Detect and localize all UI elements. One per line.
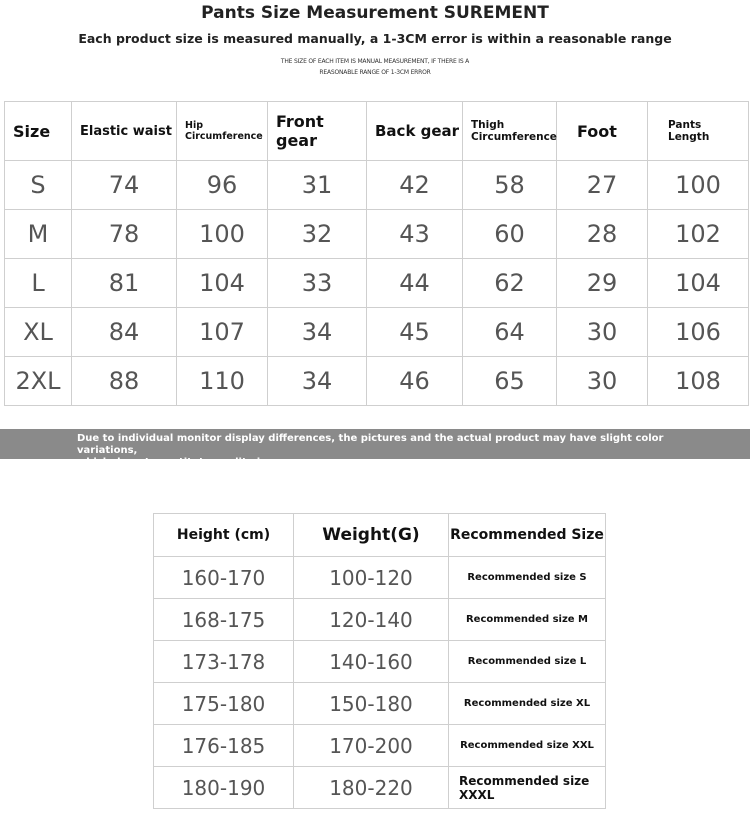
table-row <box>5 259 749 308</box>
table-row <box>154 641 606 683</box>
header-hip-line1: Hip <box>185 120 204 131</box>
cell-foot: 28 <box>557 210 648 259</box>
cell-hip: 100 <box>177 210 268 259</box>
header-hip-line2: Circumference <box>185 131 263 142</box>
cell-thigh: 60 <box>463 210 557 259</box>
table-row <box>5 308 749 357</box>
cell-thigh: 62 <box>463 259 557 308</box>
cell-hip: 104 <box>177 259 268 308</box>
cell-hip: 96 <box>177 161 268 210</box>
cell-foot: 27 <box>557 161 648 210</box>
header-thigh-line1: Thigh <box>471 119 505 131</box>
table-row <box>154 683 606 725</box>
disclaimer-banner <box>0 429 750 468</box>
cell-weight: 140-160 <box>294 641 449 683</box>
cell-height: 180-190 <box>154 767 294 809</box>
cell-recommended <box>449 767 606 809</box>
cell-size: M <box>5 210 72 259</box>
cell-size: S <box>5 161 72 210</box>
cell-size: L <box>5 259 72 308</box>
cell-front-gear: 32 <box>268 210 367 259</box>
cell-hip: 110 <box>177 357 268 406</box>
cell-elastic-waist: 81 <box>72 259 177 308</box>
disclaimer-text <box>77 433 677 469</box>
recommended-line-1: Recommended size <box>459 773 590 788</box>
cell-pants-length: 100 <box>648 161 749 210</box>
cell-elastic-waist: 88 <box>72 357 177 406</box>
header-thigh-circumference <box>463 102 557 161</box>
cell-pants-length: 104 <box>648 259 749 308</box>
cell-pants-length: 106 <box>648 308 749 357</box>
table-row <box>154 557 606 599</box>
header-hip-circumference <box>177 102 268 161</box>
cell-size: XL <box>5 308 72 357</box>
cell-elastic-waist: 74 <box>72 161 177 210</box>
cell-back-gear: 44 <box>367 259 463 308</box>
cell-front-gear: 34 <box>268 308 367 357</box>
header-foot: Foot <box>557 102 648 161</box>
cell-weight: 180-220 <box>294 767 449 809</box>
header-size: Size <box>5 102 72 161</box>
cell-recommended: Recommended size M <box>449 599 606 641</box>
cell-foot: 29 <box>557 259 648 308</box>
header-recommended-size: Recommended Size <box>449 514 606 557</box>
cell-thigh: 65 <box>463 357 557 406</box>
cell-weight: 100-120 <box>294 557 449 599</box>
header-back-gear: Back gear <box>367 102 463 161</box>
cell-recommended: Recommended size S <box>449 557 606 599</box>
table-row <box>5 161 749 210</box>
header-pants-length <box>648 102 749 161</box>
cell-pants-length: 102 <box>648 210 749 259</box>
cell-back-gear: 45 <box>367 308 463 357</box>
header-thigh-line2: Circumference <box>471 131 557 143</box>
cell-back-gear: 42 <box>367 161 463 210</box>
size-chart-table <box>4 101 749 406</box>
table-row <box>5 357 749 406</box>
cell-weight: 120-140 <box>294 599 449 641</box>
disclaimer-line-2: which do not constitute quality issues. <box>77 457 296 468</box>
recommend-header-row <box>154 514 606 557</box>
page-title: Pants Size Measurement SUREMENT <box>201 3 549 23</box>
table-row <box>5 210 749 259</box>
cell-foot: 30 <box>557 357 648 406</box>
header-weight: Weight(G) <box>294 514 449 557</box>
cell-height: 168-175 <box>154 599 294 641</box>
note-line-1: THE SIZE OF EACH ITEM IS MANUAL MEASUREMENT, IF THERE IS A <box>280 58 470 65</box>
note-line-2: REASONABLE RANGE OF 1-3CM ERROR <box>319 69 431 76</box>
measurement-note <box>270 56 480 78</box>
cell-weight: 150-180 <box>294 683 449 725</box>
cell-front-gear: 34 <box>268 357 367 406</box>
cell-thigh: 58 <box>463 161 557 210</box>
cell-height: 173-178 <box>154 641 294 683</box>
cell-thigh: 64 <box>463 308 557 357</box>
header-pants-line1: Pants <box>668 119 702 131</box>
cell-pants-length: 108 <box>648 357 749 406</box>
disclaimer-line-1: Due to individual monitor display differences, the pictures and the actual product may have slight color variations, <box>77 433 664 456</box>
cell-recommended: Recommended size XL <box>449 683 606 725</box>
cell-height: 160-170 <box>154 557 294 599</box>
table-row <box>154 767 606 809</box>
header-front-gear: Front gear <box>268 102 367 161</box>
table-row <box>154 725 606 767</box>
cell-back-gear: 43 <box>367 210 463 259</box>
header-pants-line2: Length <box>668 131 710 143</box>
cell-foot: 30 <box>557 308 648 357</box>
cell-height: 175-180 <box>154 683 294 725</box>
cell-front-gear: 31 <box>268 161 367 210</box>
recommendation-table <box>153 513 606 809</box>
cell-recommended: Recommended size L <box>449 641 606 683</box>
cell-back-gear: 46 <box>367 357 463 406</box>
cell-height: 176-185 <box>154 725 294 767</box>
cell-elastic-waist: 78 <box>72 210 177 259</box>
size-header-row <box>5 102 749 161</box>
cell-front-gear: 33 <box>268 259 367 308</box>
header-height: Height (cm) <box>154 514 294 557</box>
header-elastic-waist: Elastic waist <box>72 102 177 161</box>
page-subtitle: Each product size is measured manually, a 1-3CM error is within a reasonable range <box>78 31 672 46</box>
recommended-line-2: XXXL <box>459 787 495 802</box>
cell-recommended: Recommended size XXL <box>449 725 606 767</box>
cell-hip: 107 <box>177 308 268 357</box>
table-row <box>154 599 606 641</box>
cell-weight: 170-200 <box>294 725 449 767</box>
cell-size: 2XL <box>5 357 72 406</box>
cell-elastic-waist: 84 <box>72 308 177 357</box>
